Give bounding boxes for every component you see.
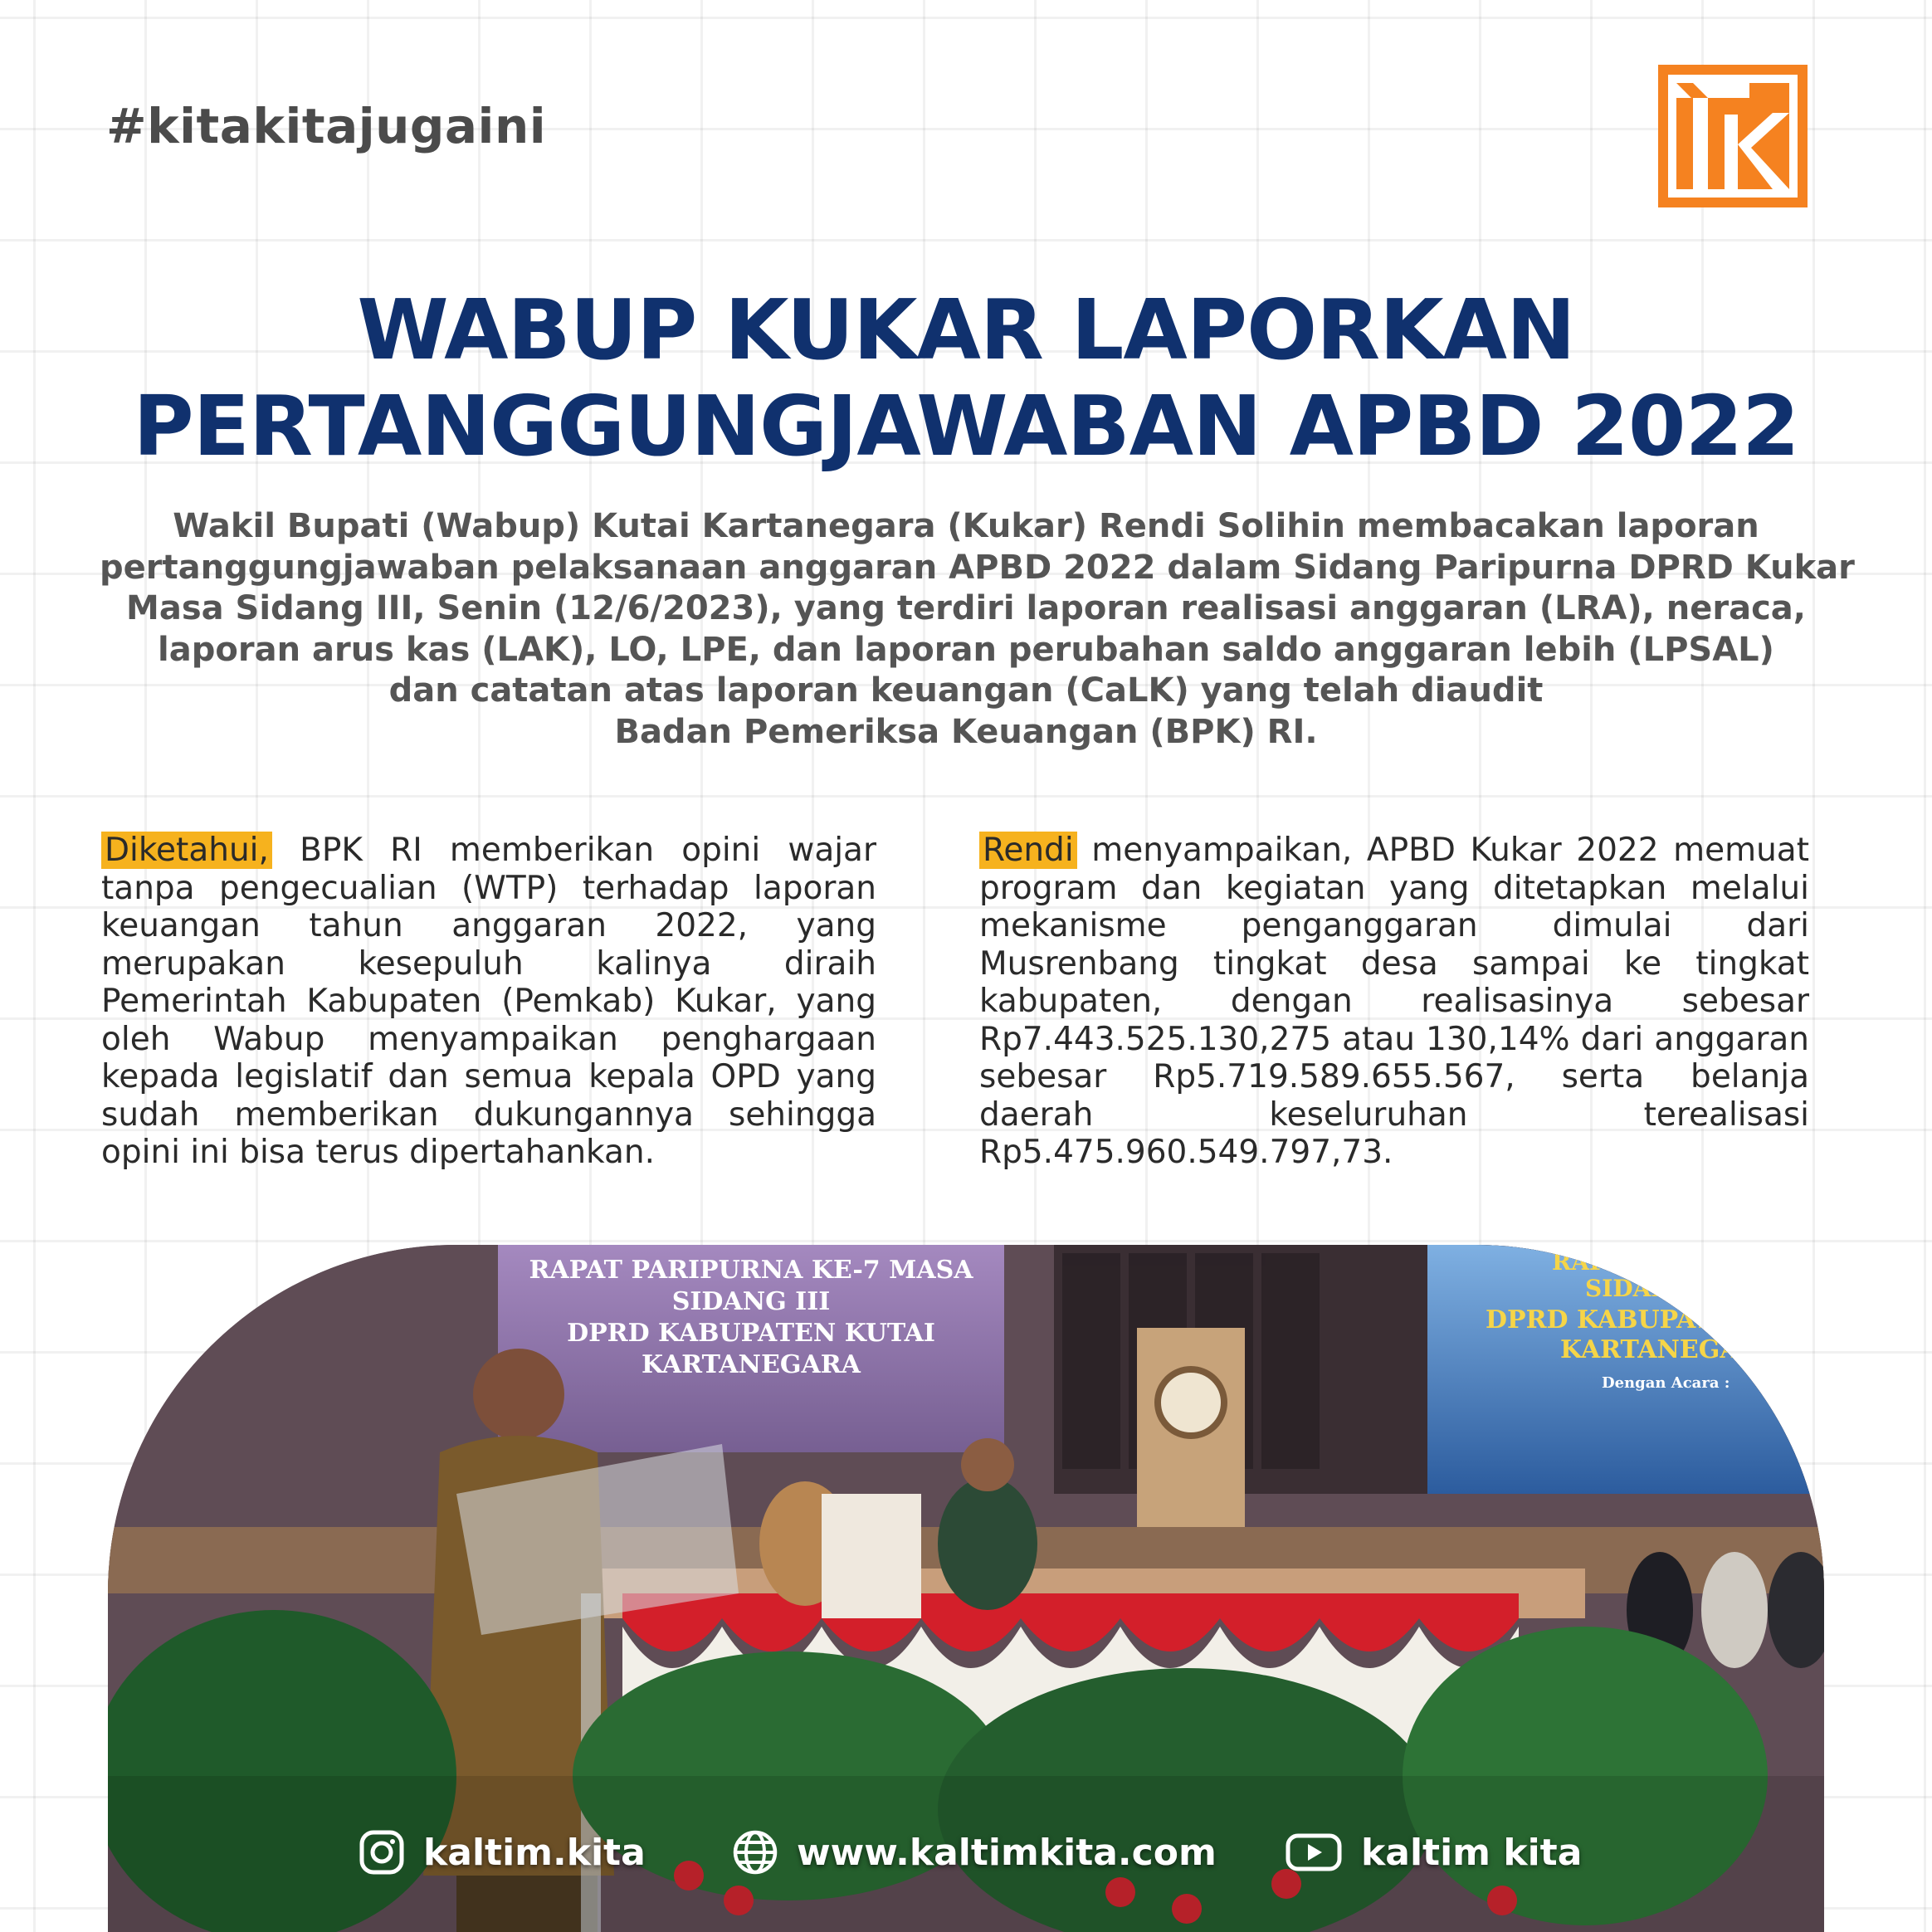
screen-right-line: SIDAN bbox=[1585, 1275, 1672, 1302]
screen-right-line: DPRD KABUPATE bbox=[1486, 1305, 1732, 1334]
screen-right-subtitle: Dengan Acara : bbox=[1602, 1374, 1730, 1392]
right-column-text bbox=[979, 832, 1809, 1172]
right-highlight: Rendi bbox=[979, 832, 1077, 869]
left-highlight: Diketahui, bbox=[101, 832, 272, 869]
screen-right-line: KARTANEGA bbox=[1560, 1335, 1739, 1364]
screen-right-line: RAPAT PAR bbox=[1552, 1248, 1700, 1276]
footer-social-bar bbox=[0, 1816, 1932, 1891]
instagram-icon bbox=[359, 1829, 405, 1876]
lead-line: pertanggungjawaban pelaksanaan anggaran APBD 2022 dalam Sidang Paripurna DPRD Kukar bbox=[100, 548, 1855, 587]
screen-left-line: DPRD KABUPATEN KUTAI bbox=[567, 1319, 935, 1348]
instagram-handle: kaltim.kita bbox=[423, 1831, 646, 1874]
white-chair bbox=[822, 1494, 921, 1618]
youtube-link[interactable] bbox=[1285, 1829, 1582, 1876]
youtube-icon bbox=[1285, 1829, 1343, 1876]
hashtag: #kitakitajugaini bbox=[106, 98, 547, 154]
website-link[interactable] bbox=[732, 1829, 1217, 1876]
screen-left-line: SIDANG III bbox=[671, 1287, 831, 1316]
lead-line: Masa Sidang III, Senin (12/6/2023), yang terdiri laporan realisasi anggaran (LRA), neraca, bbox=[126, 589, 1806, 627]
lead-line: dan catatan atas laporan keuangan (CaLK) yang telah diaudit bbox=[388, 671, 1544, 710]
screen-left-line: KARTANEGARA bbox=[642, 1350, 861, 1379]
headline-line-1: WABUP KUKAR LAPORKAN bbox=[357, 281, 1575, 378]
lead-line: laporan arus kas (LAK), LO, LPE, dan laporan perubahan saldo anggaran lebih (LPSAL) bbox=[158, 630, 1774, 669]
kaltimkita-logo bbox=[1658, 65, 1808, 207]
lead-line: Badan Pemeriksa Keuangan (BPK) RI. bbox=[614, 712, 1318, 751]
screen-left-line: RAPAT PARIPURNA KE-7 MASA bbox=[529, 1256, 973, 1285]
lead-paragraph bbox=[100, 506, 1855, 753]
left-body: BPK RI memberikan opini wajar tanpa pengecualian (WTP) terhadap laporan keuangan tahun anggaran 2022, yang merupakan kesepuluh kalinya diraih Pemerintah Kabupaten (Pemkab) Kukar, yang oleh Wabup menyampaikan penghargaan kepada legislatif dan semua kepala OPD yang sudah memberikan dukungannya sehingga opini ini bisa terus dipertahankan. bbox=[101, 832, 876, 1171]
youtube-channel: kaltim kita bbox=[1361, 1831, 1583, 1874]
right-body: menyampaikan, APBD Kukar 2022 memuat program dan kegiatan yang ditetapkan melalui mekanisme penganggaran dimulai dari Musrenbang tingkat desa sampai ke tingkat kabupaten, dengan realisasinya sebesar Rp7.443.525.130,275 atau 130,14% dari anggaran sebesar Rp5.719.589.655.567, serta belanja daerah keseluruhan terealisasi Rp5.475.960.549.797,73. bbox=[979, 832, 1809, 1171]
website-url: www.kaltimkita.com bbox=[797, 1831, 1217, 1874]
lead-line: Wakil Bupati (Wabup) Kutai Kartanegara (Kukar) Rendi Solihin membacakan laporan bbox=[173, 507, 1759, 545]
instagram-link[interactable] bbox=[359, 1829, 646, 1876]
globe-icon bbox=[732, 1829, 778, 1876]
headline bbox=[0, 282, 1932, 475]
left-column-text bbox=[101, 832, 876, 1172]
headline-line-2: PERTANGGUNGJAWABAN APBD 2022 bbox=[133, 378, 1799, 475]
